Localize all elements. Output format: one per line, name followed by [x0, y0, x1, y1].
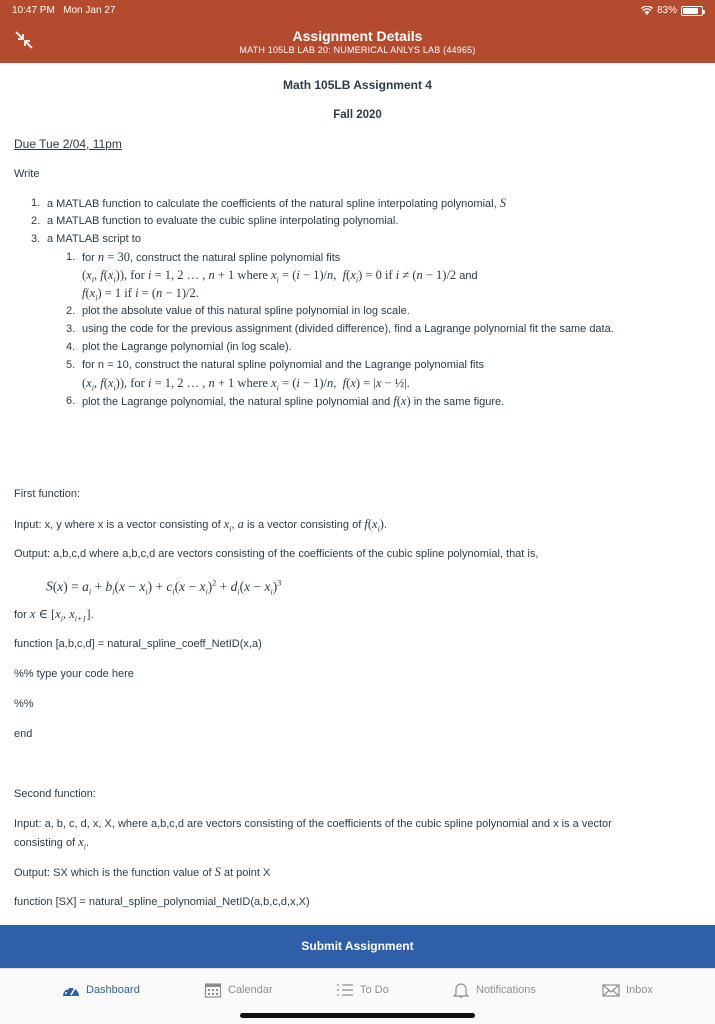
formula-line: ($x_i$, $f(x_i)$), for i = 1, 2 … , n + 1 where $x_i = (i - 1)/n$, $f(x_i) = 0$ if i ≠ (n − 1)/2 and [82, 268, 478, 285]
output1-text: Output: a,b,c,d where a,b,c,d are vectors consisting of the coefficients of the cubic spline polynomial, that is, [14, 548, 539, 560]
submit-assignment-button[interactable]: Submit Assignment [0, 925, 715, 968]
bell-icon [452, 982, 470, 998]
battery-percent: 83% [656, 5, 677, 16]
course-subtitle: MATH 105LB LAB 20: NUMERICAL ANLYS LAB (44965) [239, 45, 476, 55]
battery-icon [681, 6, 703, 16]
function2-signature: function [SX] = natural_spline_polynomial_NetID(a,b,c,d,x,X) [14, 896, 310, 908]
page-title: Assignment Details [292, 28, 423, 44]
tab-notifications[interactable]: Notifications [452, 982, 536, 998]
list-item: 6. plot the Lagrange polynomial, the natural spline polynomial and f(x) in the same figure. [66, 394, 505, 408]
code-comment: %% type your code here [14, 668, 134, 680]
list-item: 4. plot the Lagrange polynomial (in log scale). [66, 341, 292, 353]
input1-text: Input: x, y where x is a vector consisting of $x_i$, a is a vector consisting of $f(x_i)$. [14, 517, 388, 534]
tab-calendar[interactable]: Calendar [204, 982, 273, 998]
status-bar [12, 5, 703, 19]
formula-line: ($x_i$, $f(x_i)$), for i = 1, 2 … , n + 1 where $x_i = (i - 1)/n$, f(x) = |x − ½|. [82, 376, 410, 393]
tab-dashboard[interactable]: Dashboard [62, 982, 140, 998]
tab-todo[interactable]: To Do [336, 982, 389, 998]
list-item: 1. for n = 30, construct the natural spline polynomial fits [66, 250, 341, 264]
second-function-label: Second function: [14, 788, 96, 800]
list-item: 3. a MATLAB script to [31, 233, 141, 245]
function1-signature: function [a,b,c,d] = natural_spline_coeff_NetID(x,a) [14, 638, 262, 650]
assignment-content[interactable] [0, 63, 715, 925]
output2-text: Output: SX which is the function value of S at point X [14, 865, 271, 879]
list-item: 1. a MATLAB function to calculate the coefficients of the natural spline interpolating polynomial, S [31, 196, 506, 210]
spline-formula: $S(x) = a_i + b_i(x - x_i) + c_i(x - x_i)^2 + d_i(x - x_i)^3$ [46, 578, 282, 597]
code-end: end [14, 728, 33, 740]
formula-line: $f(x_i) = 1$ if i = (n − 1)/2. [82, 286, 199, 303]
mail-icon [602, 982, 620, 998]
list-item: 5. for n = 10, construct the natural spline polynomial and the Lagrange polynomial fits [66, 359, 485, 371]
top-bar [0, 0, 715, 63]
code-cell-marker: %% [14, 698, 34, 710]
interval-text: for x ∈ [$x_i$, $x_{i+1}$]. [14, 607, 94, 624]
input2-cont: consisting of $x_i$. [14, 835, 90, 852]
assignment-term: Fall 2020 [333, 109, 382, 121]
wifi-icon [641, 6, 653, 15]
calendar-icon [204, 982, 222, 998]
todo-icon [336, 982, 354, 998]
due-date: Due Tue 2/04, 11pm [14, 137, 122, 151]
dashboard-icon [62, 982, 80, 998]
sub-list [66, 248, 701, 410]
status-right [641, 5, 703, 16]
write-label: Write [14, 168, 40, 180]
task-list [31, 194, 701, 410]
assignment-title: Math 105LB Assignment 4 [283, 78, 432, 92]
tab-inbox[interactable]: Inbox [602, 982, 653, 998]
list-item: 2. a MATLAB function to evaluate the cubic spline interpolating polynomial. [31, 215, 399, 227]
list-item: 3. using the code for the previous assignment (divided difference), find a Lagrange polynomial fit the same data. [66, 323, 614, 335]
status-time: 10:47 PM Mon Jan 27 [12, 5, 116, 16]
input2-text: Input: a, b, c, d, x, X, where a,b,c,d are vectors consisting of the coefficients of the cubic spline polynomial and x is a vector [14, 818, 612, 830]
list-item: 2. plot the absolute value of this natural spline polynomial in log scale. [66, 305, 410, 317]
home-indicator[interactable] [240, 1013, 475, 1018]
first-function-label: First function: [14, 488, 81, 500]
